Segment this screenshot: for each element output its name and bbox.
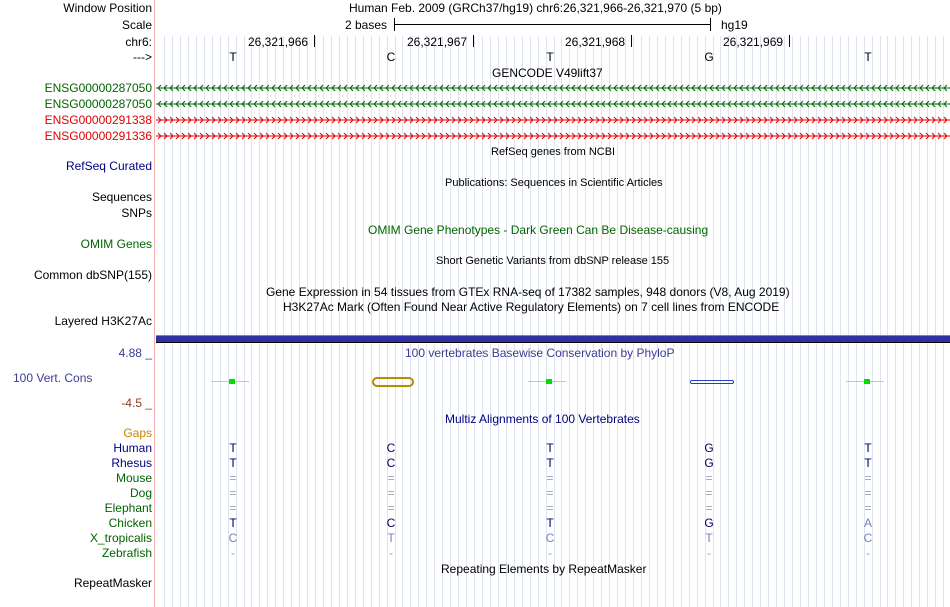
scale-label: Scale [121,18,152,32]
gene-feature[interactable] [156,98,950,110]
gtex-track-title[interactable]: Gene Expression in 54 tissues from GTEx RNA-seq of 17382 samples, 948 donors (V8, Aug 2019) [266,285,790,299]
phylop-track-title[interactable]: 100 vertebrates Basewise Conservation by PhyloP [405,346,675,360]
publications-track-title[interactable]: Publications: Sequences in Scientific Articles [445,177,663,189]
scale-bases: 2 bases [345,18,388,32]
alignment-base: T [864,441,872,455]
alignment-base: = [546,471,554,485]
alignment-base: = [864,486,872,500]
snps-track-label[interactable]: SNPs [121,206,152,220]
alignment-base: = [387,471,395,485]
alignment-base: = [546,501,554,515]
alignment-base: G [704,441,714,455]
refseq-track-title[interactable]: RefSeq genes from NCBI [491,146,616,158]
scale-bar-left-end [394,18,395,31]
alignment-base: T [546,456,554,470]
dbsnp-track-title[interactable]: Short Genetic Variants from dbSNP release 155 [436,255,670,267]
alignment-base: T [546,516,554,530]
gene-label[interactable]: ENSG00000287050 [44,81,152,95]
species-label[interactable]: X_tropicalis [89,531,152,545]
gaps-track-label[interactable]: Gaps [123,426,152,440]
refseq-track-label[interactable]: RefSeq Curated [65,159,152,173]
alignment-base: T [229,456,237,470]
multiz-track-title[interactable]: Multiz Alignments of 100 Vertebrates [445,412,640,426]
reference-base: T [546,50,554,64]
scale-assembly: hg19 [721,18,748,32]
species-label[interactable]: Elephant [104,501,152,515]
gene-label[interactable]: ENSG00000287050 [44,97,152,111]
phylop-axis-max: 4.88 _ [118,346,152,360]
h3k27ac-track-label[interactable]: Layered H3K27Ac [54,314,152,328]
phylop-axis-min: -4.5 _ [121,396,152,410]
alignment-base: C [228,531,238,545]
ruler-tick [314,35,315,47]
window-position-value[interactable]: Human Feb. 2009 (GRCh37/hg19) chr6:26,321,966-26,321,970 (5 bp) [349,1,722,15]
strand-label: ---> [133,50,152,64]
phylop-mark [546,379,552,384]
alignment-base: - [389,546,393,560]
ruler-position-label: 26,321,969 [723,35,784,49]
window-position-label: Window Position [63,1,152,15]
gene-label[interactable]: ENSG00000291338 [44,113,152,127]
alignment-base: C [386,456,396,470]
h3k27ac-signal-underline [156,342,950,343]
reference-base: T [864,50,872,64]
phylop-loop-blue [690,380,734,384]
reference-base: T [229,50,237,64]
label-separator [154,0,155,607]
ruler-position-label: 26,321,966 [248,35,309,49]
omim-track-label[interactable]: OMIM Genes [80,237,152,251]
ruler-tick [789,35,790,47]
gencode-track-title[interactable]: GENCODE V49lift37 [492,66,603,80]
ruler-position-label: 26,321,967 [407,35,468,49]
alignment-base: - [866,546,870,560]
repeatmasker-track-title[interactable]: Repeating Elements by RepeatMasker [441,562,647,576]
species-label[interactable]: Zebrafish [101,546,152,560]
alignment-base: T [705,531,713,545]
alignment-base: G [704,456,714,470]
alignment-base: C [545,531,555,545]
scale-bar-right-end [710,18,711,31]
alignment-base: - [231,546,235,560]
alignment-base: C [863,531,873,545]
alignment-base: = [705,471,713,485]
phylop-mark [864,379,870,384]
phylop-track-label[interactable]: 100 Vert. Cons [13,371,93,385]
alignment-base: T [546,441,554,455]
alignment-base: = [229,486,237,500]
phylop-mark [229,379,235,384]
alignment-base: - [707,546,711,560]
alignment-base: G [704,516,714,530]
gene-feature[interactable] [156,82,950,94]
alignment-base: C [386,516,396,530]
alignment-base: = [705,501,713,515]
alignment-base: = [229,471,237,485]
h3k27ac-signal-bar[interactable] [156,335,950,342]
reference-base: G [704,50,714,64]
species-label[interactable]: Dog [129,486,152,500]
ruler-tick [473,35,474,47]
alignment-base: T [387,531,395,545]
chr-label: chr6: [125,35,152,49]
alignment-base: A [863,516,872,530]
alignment-base: = [705,486,713,500]
repeatmasker-track-label[interactable]: RepeatMasker [73,576,152,590]
gene-label[interactable]: ENSG00000291336 [44,129,152,143]
species-label[interactable]: Rhesus [111,456,152,470]
ruler-position-label: 26,321,968 [565,35,626,49]
alignment-base: C [386,441,396,455]
alignment-base: = [864,471,872,485]
alignment-base: T [864,456,872,470]
alignment-base: = [387,501,395,515]
reference-base: C [386,50,396,64]
species-label[interactable]: Human [113,441,152,455]
alignment-base: = [546,486,554,500]
scale-bar [394,24,711,25]
alignment-base: = [387,486,395,500]
alignment-base: - [548,546,552,560]
ruler-tick [631,35,632,47]
alignment-base: = [229,501,237,515]
alignment-base: T [229,441,237,455]
sequences-track-label[interactable]: Sequences [91,190,152,204]
gene-feature[interactable] [156,130,950,142]
species-label[interactable]: Chicken [108,516,152,530]
dbsnp-track-label[interactable]: Common dbSNP(155) [33,268,152,282]
alignment-base: T [229,516,237,530]
gene-feature[interactable] [156,114,950,126]
species-label[interactable]: Mouse [115,471,152,485]
omim-track-title[interactable]: OMIM Gene Phenotypes - Dark Green Can Be Disease-causing [368,223,709,237]
h3k27ac-track-title[interactable]: H3K27Ac Mark (Often Found Near Active Regulatory Elements) on 7 cell lines from ENCODE [283,300,780,314]
phylop-loop-olive [372,377,414,387]
alignment-base: = [864,501,872,515]
